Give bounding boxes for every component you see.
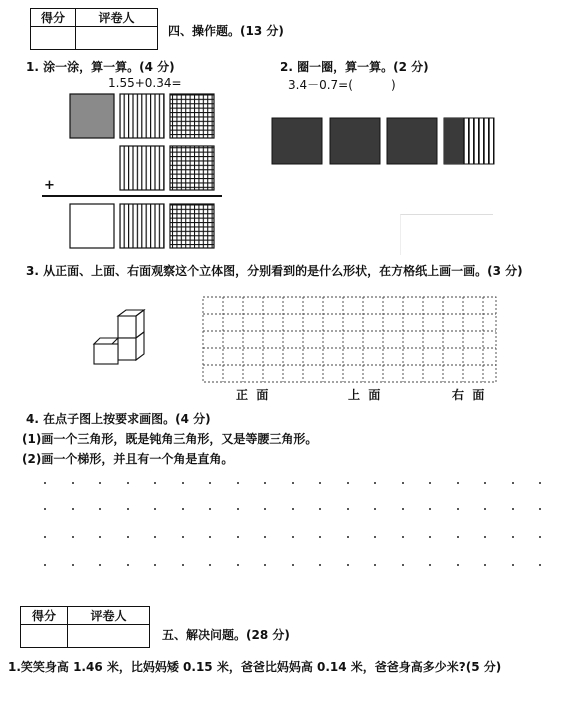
score-table-top [30,8,158,50]
grid-dot[interactable] [127,536,129,538]
grader-cell[interactable] [76,27,158,50]
q3-square-grid [202,296,498,384]
grid-dot[interactable] [154,508,156,510]
grid-dot[interactable] [512,482,514,484]
q2-shaded-tenths [444,118,464,164]
grid-dot[interactable] [457,482,459,484]
grid-dot[interactable] [182,564,184,566]
grid-dot[interactable] [264,508,266,510]
q2-title: 2. 圈一圈，算一算。(2 分) [280,60,429,74]
grid-dot[interactable] [44,508,46,510]
grid-dot[interactable] [457,564,459,566]
q1-hundredths-square-2 [170,146,214,190]
score-cell[interactable] [21,625,68,648]
grid-dot[interactable] [44,536,46,538]
grader-cell[interactable] [68,625,150,648]
grid-dot[interactable] [264,564,266,566]
grid-dot[interactable] [429,536,431,538]
grid-dot[interactable] [512,564,514,566]
grid-dot[interactable] [72,508,74,510]
grid-dot[interactable] [264,536,266,538]
view-label-top: 上 面 [348,388,381,402]
grid-dot[interactable] [539,482,541,484]
grid-dot[interactable] [374,536,376,538]
grid-dot[interactable] [127,508,129,510]
q2-whole-square-3 [387,118,437,164]
q2-erase-mark [400,214,493,255]
grid-dot[interactable] [209,508,211,510]
score-cell[interactable] [31,27,76,50]
grid-dot[interactable] [402,482,404,484]
grid-dot[interactable] [292,536,294,538]
grid-dot[interactable] [319,482,321,484]
grid-dot[interactable] [429,564,431,566]
view-label-right: 右 面 [452,388,485,402]
grid-dot[interactable] [402,508,404,510]
q4-item2: (2)画一个梯形，并且有一个角是直角。 [22,452,234,466]
q3-title: 3. 从正面、上面、右面观察这个立体图，分别看到的是什么形状，在方格纸上画一画。(3 分) [26,264,523,278]
grid-dot[interactable] [457,536,459,538]
grid-dot[interactable] [154,564,156,566]
grid-dot[interactable] [182,536,184,538]
grid-dot[interactable] [72,536,74,538]
grid-dot[interactable] [264,482,266,484]
grid-dot[interactable] [99,564,101,566]
grid-dot[interactable] [319,508,321,510]
q1-tenths-square-1 [120,94,164,138]
grid-dot[interactable] [512,508,514,510]
q1-answer-whole-square [70,204,114,248]
grid-dot[interactable] [237,508,239,510]
grid-dot[interactable] [484,482,486,484]
grid-dot[interactable] [72,564,74,566]
grid-dot[interactable] [127,482,129,484]
view-label-front: 正 面 [236,388,269,402]
q1-answer-tenths-square [120,204,164,248]
section4-title: 四、操作题。(13 分) [168,24,284,38]
grid-dot[interactable] [237,482,239,484]
grid-dot[interactable] [154,482,156,484]
grid-dot[interactable] [209,536,211,538]
q1-plus-sign: + [44,178,55,193]
grid-dot[interactable] [237,564,239,566]
q1-figure [40,90,230,255]
grid-dot[interactable] [237,536,239,538]
grid-dot[interactable] [99,536,101,538]
grader-label: 评卷人 [76,9,158,27]
score-label: 得分 [21,607,68,625]
grid-dot[interactable] [292,564,294,566]
grid-dot[interactable] [402,536,404,538]
grid-dot[interactable] [374,508,376,510]
q2-whole-square-1 [272,118,322,164]
q2-expression: 3.4－0.7=( ) [288,78,396,92]
q1-hundredths-square-1 [170,94,214,138]
grid-dot[interactable] [99,482,101,484]
grid-dot[interactable] [429,482,431,484]
grid-dot[interactable] [292,508,294,510]
section5-title: 五、解决问题。(28 分) [162,628,290,642]
cube-solid-figure [86,306,150,370]
grid-dot[interactable] [319,536,321,538]
q1-answer-hundredths-square [170,204,214,248]
grid-dot[interactable] [539,564,541,566]
grid-dot[interactable] [44,482,46,484]
q4-item1: (1)画一个三角形，既是钝角三角形，又是等腰三角形。 [22,432,318,446]
grid-dot[interactable] [44,564,46,566]
grid-dot[interactable] [72,482,74,484]
grader-label: 评卷人 [68,607,150,625]
grid-dot[interactable] [539,536,541,538]
q2-whole-square-2 [330,118,380,164]
grid-dot[interactable] [182,482,184,484]
grid-dot[interactable] [429,508,431,510]
grid-dot[interactable] [127,564,129,566]
q1-tenths-square-2 [120,146,164,190]
q1-shaded-whole-square [70,94,114,138]
grid-dot[interactable] [209,564,211,566]
grid-dot[interactable] [539,508,541,510]
grid-dot[interactable] [319,564,321,566]
grid-dot[interactable] [457,508,459,510]
q1-title: 1. 涂一涂，算一算。(4 分) [26,60,175,74]
grid-dot[interactable] [347,508,349,510]
q2-figure [268,114,498,168]
grid-dot[interactable] [402,564,404,566]
grid-dot[interactable] [512,536,514,538]
grid-dot[interactable] [347,564,349,566]
score-label: 得分 [31,9,76,27]
grid-dot[interactable] [99,508,101,510]
grid-dot[interactable] [154,536,156,538]
grid-dot[interactable] [484,508,486,510]
grid-dot[interactable] [182,508,184,510]
grid-dot[interactable] [484,536,486,538]
grid-dot[interactable] [374,564,376,566]
s5-q1-title: 1.笑笑身高 1.46 米，比妈妈矮 0.15 米，爸爸比妈妈高 0.14 米，爸爸身高多少米?(5 分) [8,660,502,674]
score-table-bottom [20,606,150,648]
grid-dot[interactable] [347,536,349,538]
q1-expression: 1.55+0.34= [108,76,182,90]
grid-dot[interactable] [209,482,211,484]
q4-title: 4. 在点子图上按要求画图。(4 分) [26,412,211,426]
grid-dot[interactable] [484,564,486,566]
grid-dot[interactable] [347,482,349,484]
grid-dot[interactable] [374,482,376,484]
grid-dot[interactable] [292,482,294,484]
